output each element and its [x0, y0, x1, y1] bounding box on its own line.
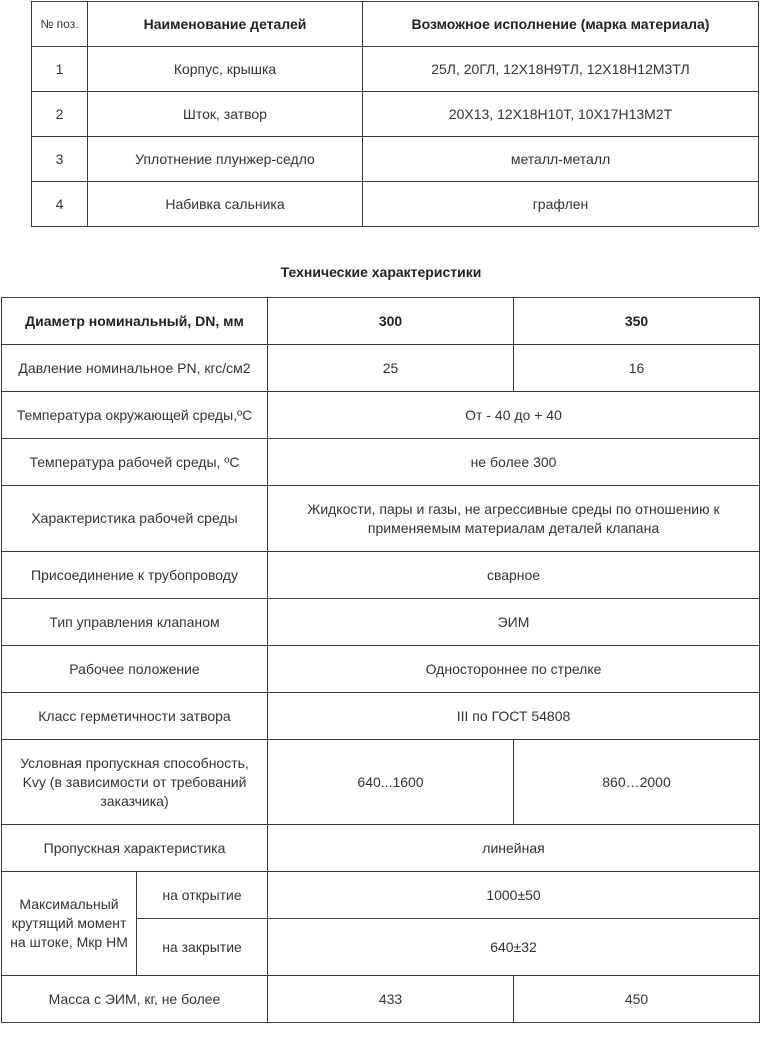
cell-part-name: Набивка сальника	[88, 182, 363, 227]
cell-material: 25Л, 20ГЛ, 12Х18Н9ТЛ, 12Х18Н12М3ТЛ	[363, 47, 759, 92]
spec-row-mass	[2, 976, 760, 1023]
spec-row-flow-capacity	[2, 740, 760, 825]
parts-table	[31, 1, 759, 227]
cell-number: 1	[32, 47, 88, 92]
table-row	[32, 92, 759, 137]
spec-value: 450	[514, 976, 760, 1023]
spec-row-work-temp	[2, 439, 760, 486]
spec-value: 860…2000	[514, 740, 760, 825]
spec-label: Масса с ЭИМ, кг, не более	[2, 976, 268, 1023]
cell-part-name: Корпус, крышка	[88, 47, 363, 92]
cell-material: графлен	[363, 182, 759, 227]
table-row	[32, 182, 759, 227]
spec-label: Характеристика рабочей среды	[2, 486, 268, 552]
spec-label: Присоединение к трубопроводу	[2, 552, 268, 599]
spec-value: сварное	[268, 552, 760, 599]
spec-label: Пропускная характеристика	[2, 825, 268, 872]
spec-label: Температура окружающей среды,ºС	[2, 392, 268, 439]
cell-number: 2	[32, 92, 88, 137]
spec-value: не более 300	[268, 439, 760, 486]
spec-value: 25	[268, 345, 514, 392]
spec-value: Жидкости, пары и газы, не агрессивные среды по отношению к применяемым материалам деталей клапана	[268, 486, 760, 552]
spec-row-torque-open	[2, 872, 760, 919]
spec-label: Рабочее положение	[2, 646, 268, 693]
spec-label: Температура рабочей среды, ºС	[2, 439, 268, 486]
spec-value-300: 300	[268, 298, 514, 345]
spec-row-medium	[2, 486, 760, 552]
specs-title: Технические характеристики	[280, 264, 482, 280]
cell-number: 4	[32, 182, 88, 227]
spec-value: ІІІ по ГОСТ 54808	[268, 693, 760, 740]
parts-header-row	[32, 2, 759, 47]
spec-row-tightness	[2, 693, 760, 740]
cell-part-name: Шток, затвор	[88, 92, 363, 137]
spec-row-pressure	[2, 345, 760, 392]
spec-row-position	[2, 646, 760, 693]
spec-row-ambient-temp	[2, 392, 760, 439]
header-material: Возможное исполнение (марка материала)	[363, 2, 759, 47]
spec-value: 640±32	[268, 919, 760, 976]
spec-value-350: 350	[514, 298, 760, 345]
spec-sublabel: на закрытие	[137, 919, 268, 976]
spec-value: ЭИМ	[268, 599, 760, 646]
spec-value: Одностороннее по стрелке	[268, 646, 760, 693]
spec-label: Максимальный крутящий момент на штоке, Мкр НМ	[2, 872, 137, 976]
spec-row-diameter	[2, 298, 760, 345]
spec-value: линейная	[268, 825, 760, 872]
spec-label: Давление номинальное PN, кгс/см2	[2, 345, 268, 392]
spec-row-control	[2, 599, 760, 646]
cell-number: 3	[32, 137, 88, 182]
cell-material: 20Х13, 12Х18Н10Т, 10Х17Н13М2Т	[363, 92, 759, 137]
spec-label: Класс герметичности затвора	[2, 693, 268, 740]
header-part-name: Наименование деталей	[88, 2, 363, 47]
spec-label: Условная пропускная способность, Kvy (в зависимости от требований заказчика)	[2, 740, 268, 825]
spec-value: 640...1600	[268, 740, 514, 825]
spec-value: 1000±50	[268, 872, 760, 919]
table-row	[32, 47, 759, 92]
header-position-number: № поз.	[32, 2, 88, 47]
specs-table	[1, 297, 760, 1023]
spec-row-flow-char	[2, 825, 760, 872]
spec-label: Диаметр номинальный, DN, мм	[2, 298, 268, 345]
table-row	[32, 137, 759, 182]
spec-row-connection	[2, 552, 760, 599]
spec-value: 433	[268, 976, 514, 1023]
spec-value: От - 40 до + 40	[268, 392, 760, 439]
spec-label: Тип управления клапаном	[2, 599, 268, 646]
cell-material: металл-металл	[363, 137, 759, 182]
spec-value: 16	[514, 345, 760, 392]
spec-sublabel: на открытие	[137, 872, 268, 919]
cell-part-name: Уплотнение плунжер-седло	[88, 137, 363, 182]
